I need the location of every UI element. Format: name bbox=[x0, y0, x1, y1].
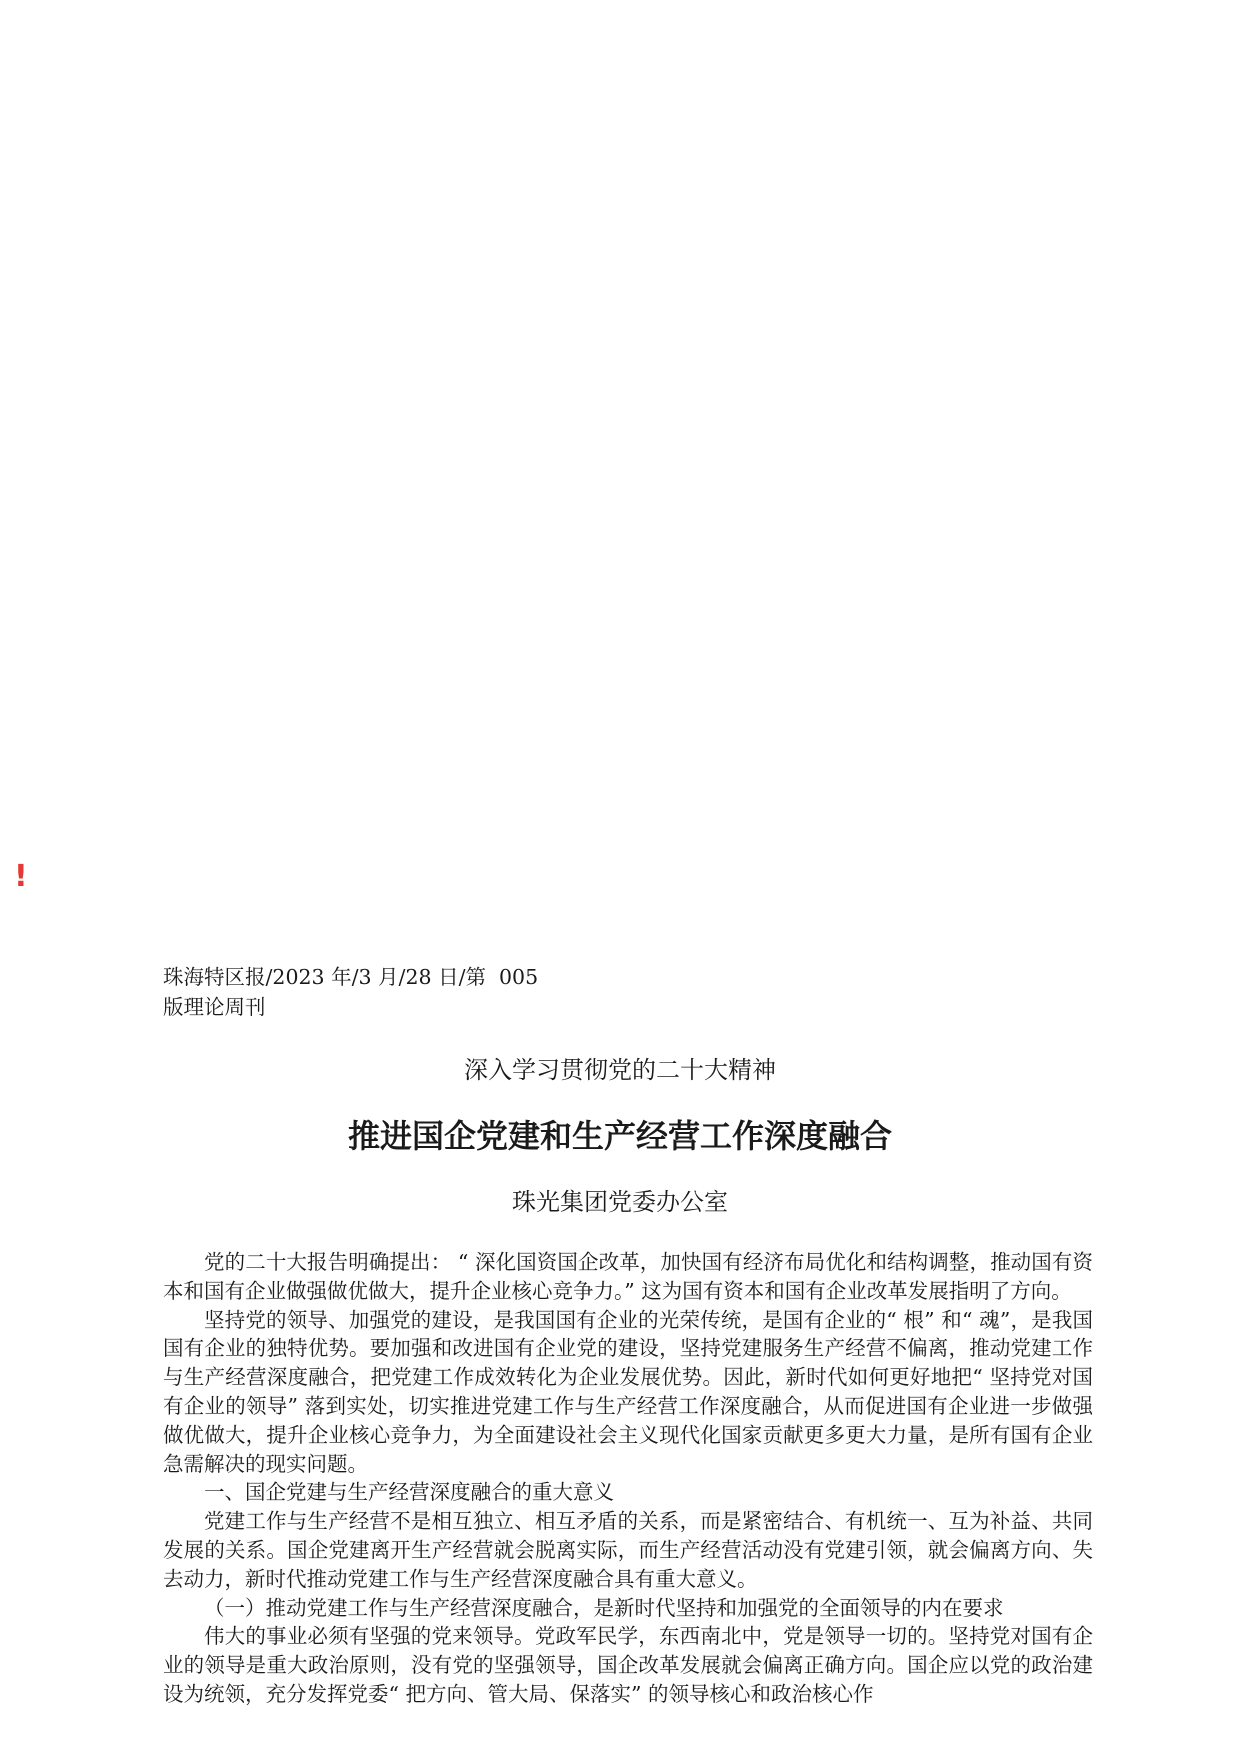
source-line: 珠海特区报/2023 年/3 月/28 日/第 005 bbox=[163, 965, 539, 989]
margin-exclamation-mark: ! bbox=[14, 859, 28, 894]
paragraph-party-leadership: 坚持党的领导、加强党的建设，是我国国有企业的光荣传统，是国有企业的“ 根” 和“ 魂”，是我国国有企业的独特优势。要加强和改进国有企业党的建设，坚持党建服务生产经营不偏离，推动党建工作与生产经营深度融合，把党建工作成效转化为企业发展优势。因此，新时代如何更好地把“ 坚持党对国有企业的领导” 落到实处，切实推进党建工作与生产经营工作深度融合，从而促进国有企业进一步做强做优做大，提升企业核心竞争力，为全面建设社会主义现代化国家贡献更多更大力量，是所有国有企业急需解决的现实问题。 bbox=[163, 1307, 1093, 1476]
article-author: 珠光集团党委办公室 bbox=[512, 1188, 728, 1216]
section-heading-1: 一、国企党建与生产经营深度融合的重大意义 bbox=[204, 1480, 614, 1505]
article-headline: 推进国企党建和生产经营工作深度融合 bbox=[347, 1117, 892, 1155]
article-body bbox=[163, 1248, 1093, 1709]
paragraph-relationship: 党建工作与生产经营不是相互独立、相互矛盾的关系，而是紧密结合、有机统一、互为补益、共同发展的关系。国企党建离开生产经营就会脱离实际，而生产经营活动没有党建引领，就会偏离方向、失去动力，新时代推动党建工作与生产经营深度融合具有重大意义。 bbox=[163, 1509, 1093, 1591]
subsection-heading-1: （一）推动党建工作与生产经营深度融合，是新时代坚持和加强党的全面领导的内在要求 bbox=[204, 1595, 1004, 1620]
paragraph-intro: 党的二十大报告明确提出： “ 深化国资国企改革，加快国有经济布局优化和结构调整，推动国有资本和国有企业做强做优做大，提升企业核心竞争力。” 这为国有资本和国有企业改革发展指明了方向。 bbox=[163, 1250, 1093, 1303]
paragraph-leadership-requirement: 伟大的事业必须有坚强的党来领导。党政军民学，东西南北中，党是领导一切的。坚持党对国有企业的领导是重大政治原则，没有党的坚强领导，国企改革发展就会偏离正确方向。国企应以党的政治建设为统领，充分发挥党委“ 把方向、管大局、保落实” 的领导核心和政治核心作 bbox=[163, 1624, 1093, 1706]
column-name: 版理论周刊 bbox=[163, 995, 266, 1019]
article-kicker: 深入学习贯彻党的二十大精神 bbox=[464, 1056, 776, 1084]
